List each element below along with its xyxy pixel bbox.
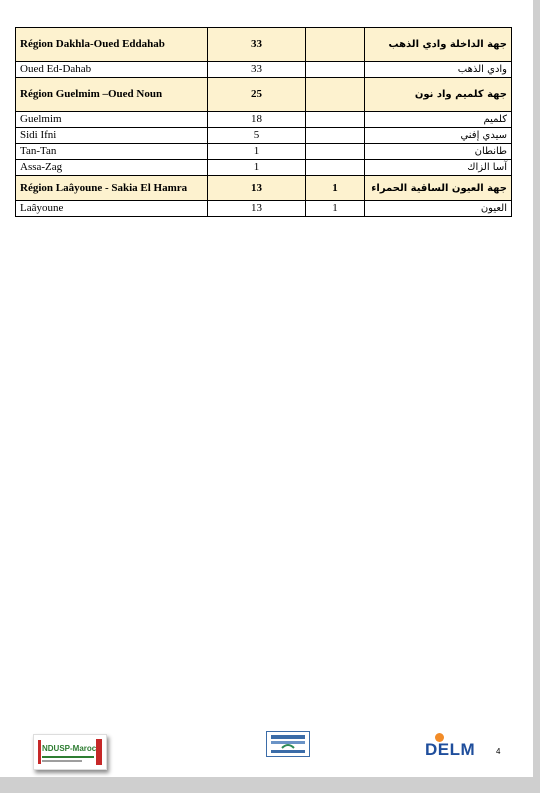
cell-extra: 1 (306, 201, 365, 217)
cell-total: 13 (208, 201, 306, 217)
cell-french-name: Oued Ed-Dahab (16, 62, 208, 78)
cell-arabic-name: سيدي إفني (365, 128, 512, 144)
ndusp-logo-stripe (42, 760, 82, 762)
page-shadow-right (533, 0, 540, 793)
cell-french-name: Assa-Zag (16, 160, 208, 176)
cell-french-name: Tan-Tan (16, 144, 208, 160)
cell-total: 1 (208, 144, 306, 160)
ndusp-logo-flag (96, 739, 102, 765)
cell-french-name: Guelmim (16, 112, 208, 128)
cell-french-name: Région Laâyoune - Sakia El Hamra (16, 176, 208, 201)
table-row (16, 144, 512, 160)
cell-arabic-name: جهة الداخلة وادي الذهب (365, 28, 512, 62)
cell-arabic-name: كلميم (365, 112, 512, 128)
ndusp-logo-icon (33, 734, 107, 770)
cell-arabic-name: جهة العيون الساقية الحمراء (365, 176, 512, 201)
cell-total: 33 (208, 62, 306, 78)
cell-arabic-name: آسا الزاك (365, 160, 512, 176)
cell-total: 18 (208, 112, 306, 128)
ndusp-logo-text: NDUSP-Maroc (42, 744, 97, 753)
cell-french-name: Laâyoune (16, 201, 208, 217)
cell-french-name: Sidi Ifni (16, 128, 208, 144)
delm-logo-icon: DELM (425, 740, 476, 759)
delm-logo-caption (424, 760, 484, 765)
cell-total: 25 (208, 78, 306, 112)
cell-extra: 1 (306, 176, 365, 201)
cell-extra (306, 112, 365, 128)
cell-total: 1 (208, 160, 306, 176)
page-number: 4 (496, 747, 501, 756)
cell-extra (306, 62, 365, 78)
cell-total: 13 (208, 176, 306, 201)
cell-arabic-name: وادي الذهب (365, 62, 512, 78)
table-row-region (16, 176, 512, 201)
table-row-region (16, 78, 512, 112)
table-row-region (16, 28, 512, 62)
cell-arabic-name: العيون (365, 201, 512, 217)
ndusp-logo-bar (38, 740, 41, 764)
cell-extra (306, 128, 365, 144)
page-shadow-bottom (0, 777, 540, 793)
cell-french-name: Région Dakhla-Oued Eddahab (16, 28, 208, 62)
cell-french-name: Région Guelmim –Oued Noun (16, 78, 208, 112)
table-row (16, 201, 512, 217)
cell-total: 33 (208, 28, 306, 62)
table-row (16, 62, 512, 78)
cell-extra (306, 78, 365, 112)
table-row (16, 128, 512, 144)
statistics-table (15, 27, 512, 217)
cell-extra (306, 160, 365, 176)
table-row (16, 112, 512, 128)
cell-total: 5 (208, 128, 306, 144)
cell-arabic-name: طانطان (365, 144, 512, 160)
ndusp-logo-stripe (42, 756, 94, 758)
cell-arabic-name: جهة كلميم واد نون (365, 78, 512, 112)
ministry-logo-caption (262, 756, 314, 761)
table-row (16, 160, 512, 176)
ministry-logo-icon (266, 731, 310, 757)
ministry-emblem-icon (267, 732, 309, 756)
cell-extra (306, 28, 365, 62)
cell-extra (306, 144, 365, 160)
